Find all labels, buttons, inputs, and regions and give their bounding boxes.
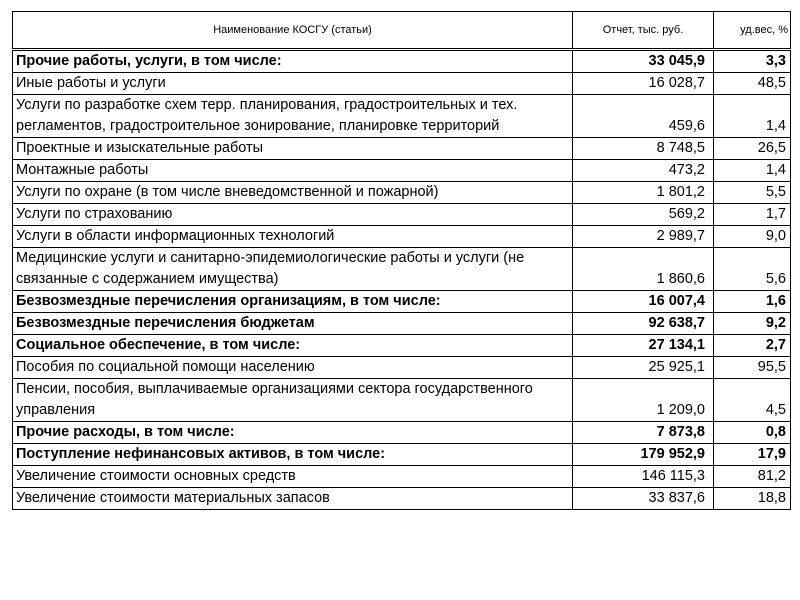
- row-name-cell: Поступление нефинансовых активов, в том числе:: [13, 444, 573, 466]
- row-share-cell: 5,5: [714, 182, 791, 204]
- row-name-cell: Медицинские услуги и санитарно-эпидемиологические работы и услуги (не связанные с содержанием имущества): [13, 248, 573, 291]
- row-amount-cell: 16 007,4: [573, 291, 714, 313]
- table-header-row: [13, 12, 791, 50]
- row-amount-cell: 33 837,6: [573, 488, 714, 510]
- row-amount-cell: 27 134,1: [573, 335, 714, 357]
- table-row: [13, 73, 791, 95]
- table-row: [13, 182, 791, 204]
- row-name-cell: Пенсии, пособия, выплачиваемые организациями сектора государственного управления: [13, 379, 573, 422]
- header-share: уд.вес, %: [714, 12, 791, 50]
- row-amount-cell: 92 638,7: [573, 313, 714, 335]
- row-share-cell: 0,8: [714, 422, 791, 444]
- row-amount-cell: 459,6: [573, 95, 714, 138]
- row-share-cell: 95,5: [714, 357, 791, 379]
- table-body: [13, 50, 791, 510]
- row-amount-cell: 1 860,6: [573, 248, 714, 291]
- table-row: [13, 335, 791, 357]
- row-share-cell: 3,3: [714, 50, 791, 73]
- table-row: [13, 248, 791, 291]
- row-amount-cell: 569,2: [573, 204, 714, 226]
- table-row: [13, 160, 791, 182]
- row-share-cell: 1,4: [714, 95, 791, 138]
- row-share-cell: 18,8: [714, 488, 791, 510]
- row-share-cell: 4,5: [714, 379, 791, 422]
- row-name-cell: Прочие работы, услуги, в том числе:: [13, 50, 573, 73]
- row-name-cell: Безвозмездные перечисления организациям, в том числе:: [13, 291, 573, 313]
- row-share-cell: 5,6: [714, 248, 791, 291]
- row-name-cell: Увеличение стоимости основных средств: [13, 466, 573, 488]
- row-name-cell: Услуги в области информационных технологий: [13, 226, 573, 248]
- row-share-cell: 1,7: [714, 204, 791, 226]
- row-name-cell: Услуги по охране (в том числе вневедомственной и пожарной): [13, 182, 573, 204]
- row-amount-cell: 179 952,9: [573, 444, 714, 466]
- row-share-cell: 1,6: [714, 291, 791, 313]
- expense-table: [12, 11, 791, 510]
- row-share-cell: 17,9: [714, 444, 791, 466]
- row-share-cell: 2,7: [714, 335, 791, 357]
- row-name-cell: Услуги по страхованию: [13, 204, 573, 226]
- header-name: Наименование КОСГУ (статьи): [13, 12, 573, 50]
- table-row: [13, 379, 791, 422]
- row-amount-cell: 8 748,5: [573, 138, 714, 160]
- row-amount-cell: 7 873,8: [573, 422, 714, 444]
- row-amount-cell: 473,2: [573, 160, 714, 182]
- table-row: [13, 488, 791, 510]
- row-name-cell: Монтажные работы: [13, 160, 573, 182]
- row-share-cell: 1,4: [714, 160, 791, 182]
- row-name-cell: Проектные и изыскательные работы: [13, 138, 573, 160]
- table-row: [13, 138, 791, 160]
- row-share-cell: 81,2: [714, 466, 791, 488]
- row-amount-cell: 16 028,7: [573, 73, 714, 95]
- table-row: [13, 313, 791, 335]
- row-amount-cell: 25 925,1: [573, 357, 714, 379]
- row-share-cell: 9,2: [714, 313, 791, 335]
- table-row: [13, 204, 791, 226]
- table-row: [13, 291, 791, 313]
- row-amount-cell: 1 801,2: [573, 182, 714, 204]
- row-name-cell: Увеличение стоимости материальных запасов: [13, 488, 573, 510]
- table-row: [13, 422, 791, 444]
- table-row: [13, 357, 791, 379]
- table-row: [13, 95, 791, 138]
- row-amount-cell: 2 989,7: [573, 226, 714, 248]
- row-name-cell: Безвозмездные перечисления бюджетам: [13, 313, 573, 335]
- table-row: [13, 50, 791, 73]
- table-row: [13, 444, 791, 466]
- row-share-cell: 48,5: [714, 73, 791, 95]
- header-amount: Отчет, тыс. руб.: [573, 12, 714, 50]
- table-row: [13, 226, 791, 248]
- row-name-cell: Иные работы и услуги: [13, 73, 573, 95]
- row-amount-cell: 1 209,0: [573, 379, 714, 422]
- table-row: [13, 466, 791, 488]
- row-name-cell: Прочие расходы, в том числе:: [13, 422, 573, 444]
- row-name-cell: Пособия по социальной помощи населению: [13, 357, 573, 379]
- row-amount-cell: 146 115,3: [573, 466, 714, 488]
- row-share-cell: 26,5: [714, 138, 791, 160]
- row-name-cell: Услуги по разработке схем терр. планирования, градостроительных и тех. регламентов, градостроительное зонирование, планировке территорий: [13, 95, 573, 138]
- row-name-cell: Социальное обеспечение, в том числе:: [13, 335, 573, 357]
- row-share-cell: 9,0: [714, 226, 791, 248]
- row-amount-cell: 33 045,9: [573, 50, 714, 73]
